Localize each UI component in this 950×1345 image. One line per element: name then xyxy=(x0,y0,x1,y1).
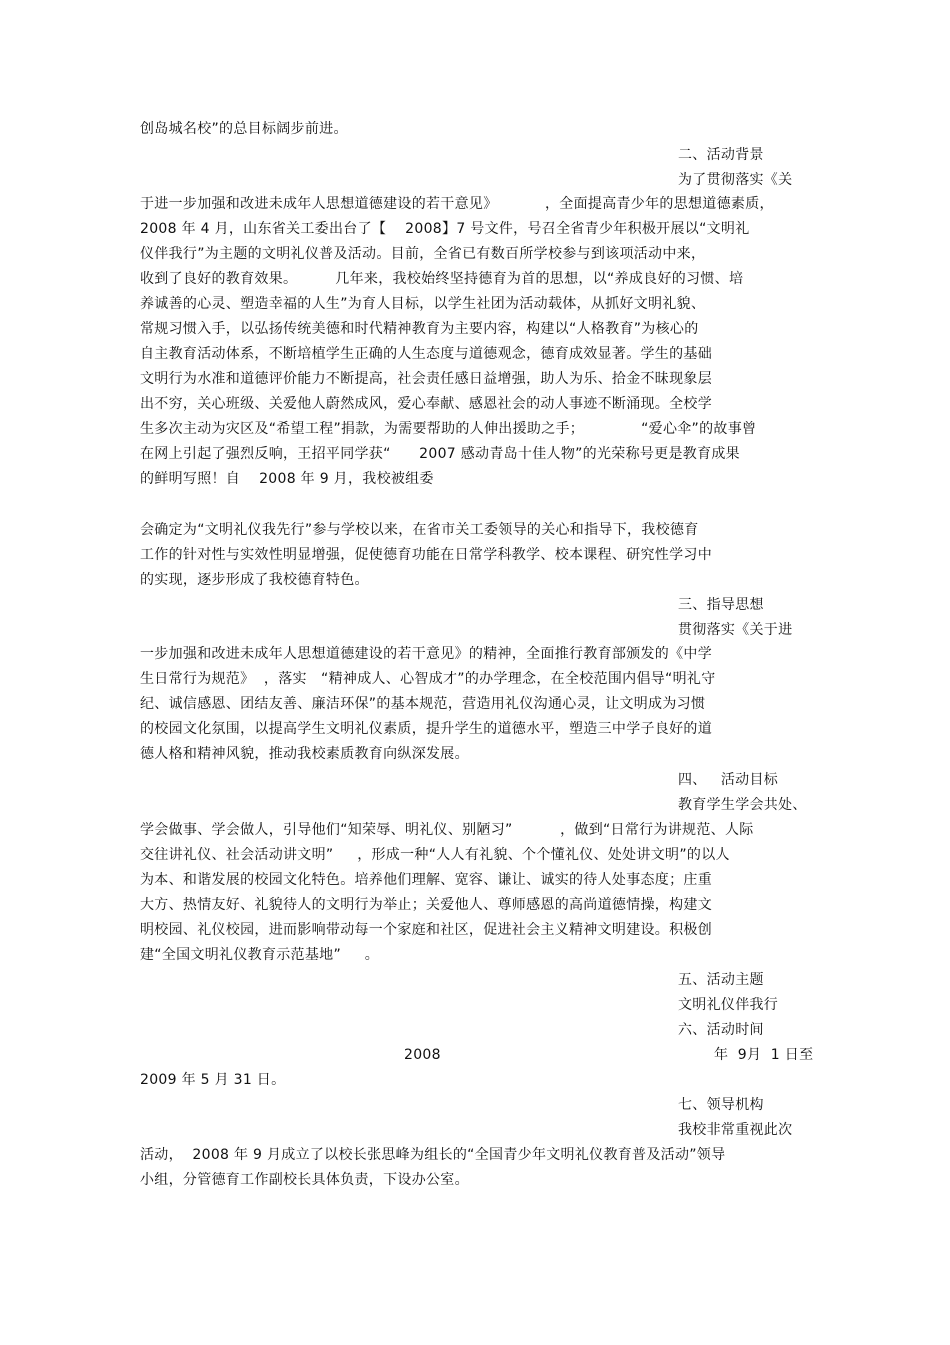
paragraph-line: 的校园文化氛围，以提高学生文明礼仪素质，提升学生的道德水平，塑造三中学子良好的道 xyxy=(140,721,712,737)
paragraph-line: 的实现，逐步形成了我校德育特色。 xyxy=(140,572,369,588)
paragraph-line: 仪伴我行”为主题的文明礼仪普及活动。目前，全省已有数百所学校参与到该项活动中来， xyxy=(140,246,706,262)
section-heading-leadership: 七、领导机构 xyxy=(678,1097,764,1113)
paragraph-line: 于进一步加强和改进未成年人思想道德建设的若干意见》 ，全面提高青少年的思想道德素质， xyxy=(140,196,774,212)
paragraph-line: 常规习惯入手，以弘扬传统美德和时代精神教育为主要内容，构建以“人格教育”为核心的 xyxy=(140,321,699,337)
paragraph-line: 交往讲礼仪、社会活动讲文明” ，形成一种“人人有礼貌、个个懂礼仪、处处讲文明”的以人 xyxy=(140,847,730,863)
paragraph-line: 为本、和谐发展的校园文化特色。培养他们理解、宽容、谦让、诚实的待人处事态度；庄重 xyxy=(140,872,712,888)
paragraph-line: 教育学生学会共处、 xyxy=(678,797,807,813)
paragraph-line: 养诚善的心灵、塑造幸福的人生”为育人目标，以学生社团为活动载体，从抓好文明礼貌、 xyxy=(140,296,706,312)
paragraph-line: 德人格和精神风貌，推动我校素质教育向纵深发展。 xyxy=(140,746,469,762)
paragraph-line: 活动， 2008 年 9 月成立了以校长张思峰为组长的“全国青少年文明礼仪教育普及活动”领导 xyxy=(140,1147,726,1163)
section-heading-goals: 四、 活动目标 xyxy=(678,772,779,788)
theme-text: 文明礼仪伴我行 xyxy=(678,997,779,1013)
paragraph-line: 2009 年 5 月 31 日。 xyxy=(140,1072,286,1088)
paragraph-line: 生多次主动为灾区及“希望工程”捐款，为需要帮助的人伸出援助之手； “爱心伞”的故事曾 xyxy=(140,421,757,437)
paragraph-line: 大方、热情友好、礼貌待人的文明行为举止；关爱他人、尊师感恩的高尚道德情操，构建文 xyxy=(140,897,712,913)
paragraph-line: 贯彻落实《关于进 xyxy=(678,622,793,638)
paragraph-line: 出不穷，关心班级、关爱他人蔚然成风，爱心奉献、感恩社会的动人事迹不断涌现。全校学 xyxy=(140,396,712,412)
paragraph-line: 收到了良好的教育效果。 几年来，我校始终坚持德育为首的思想，以“养成良好的习惯、培 xyxy=(140,271,744,287)
paragraph-line: 的鲜明写照！自 2008 年 9 月，我校被组委 xyxy=(140,471,434,487)
paragraph-line: 会确定为“文明礼仪我先行”参与学校以来，在省市关工委领导的关心和指导下，我校德育 xyxy=(140,522,699,538)
paragraph-line: 小组，分管德育工作副校长具体负责，下设办公室。 xyxy=(140,1172,469,1188)
paragraph-line: 我校非常重视此次 xyxy=(678,1122,793,1138)
paragraph-line: 工作的针对性与实效性明显增强，促使德育功能在日常学科教学、校本课程、研究性学习中 xyxy=(140,547,712,563)
section-heading-theme: 五、活动主题 xyxy=(678,972,764,988)
paragraph-line: 为了贯彻落实《关 xyxy=(678,172,793,188)
time-date-fragment: 年 9月 1 日至 xyxy=(714,1047,814,1063)
paragraph-line: 文明行为水准和道德评价能力不断提高，社会责任感日益增强，助人为乐、拾金不昧现象层 xyxy=(140,371,712,387)
paragraph-line: 创岛城名校”的总目标阔步前进。 xyxy=(140,121,348,137)
section-heading-time: 六、活动时间 xyxy=(678,1022,764,1038)
paragraph-line: 生日常行为规范》 ，落实 “精神成人、心智成才”的办学理念，在全校范围内倡导“明礼守 xyxy=(140,671,716,687)
paragraph-line: 明校园、礼仪校园，进而影响带动每一个家庭和社区，促进社会主义精神文明建设。积极创 xyxy=(140,922,712,938)
paragraph-line: 学会做事、学会做人，引导他们“知荣辱、明礼仪、别陋习” ，做到“日常行为讲规范、人际 xyxy=(140,822,754,838)
paragraph-line: 一步加强和改进未成年人思想道德建设的若干意见》的精神，全面推行教育部颁发的《中学 xyxy=(140,646,712,662)
paragraph-line: 2008 年 4 月，山东省关工委出台了【 2008】7 号文件，号召全省青少年积极开展以“文明礼 xyxy=(140,221,750,237)
paragraph-line: 建“全国文明礼仪教育示范基地” 。 xyxy=(140,947,380,963)
paragraph-line: 在网上引起了强烈反响，王招平同学获“ 2007 感动青岛十佳人物”的光荣称号更是教育成果 xyxy=(140,446,740,462)
time-year-fragment: 2008 xyxy=(404,1047,441,1063)
paragraph-line: 自主教育活动体系，不断培植学生正确的人生态度与道德观念，德育成效显著。学生的基础 xyxy=(140,346,712,362)
section-heading-guiding-thought: 三、指导思想 xyxy=(678,597,764,613)
section-heading-background: 二、活动背景 xyxy=(678,147,764,163)
paragraph-line: 纪、诚信感恩、团结友善、廉洁环保”的基本规范，营造用礼仪沟通心灵，让文明成为习惯 xyxy=(140,696,706,712)
